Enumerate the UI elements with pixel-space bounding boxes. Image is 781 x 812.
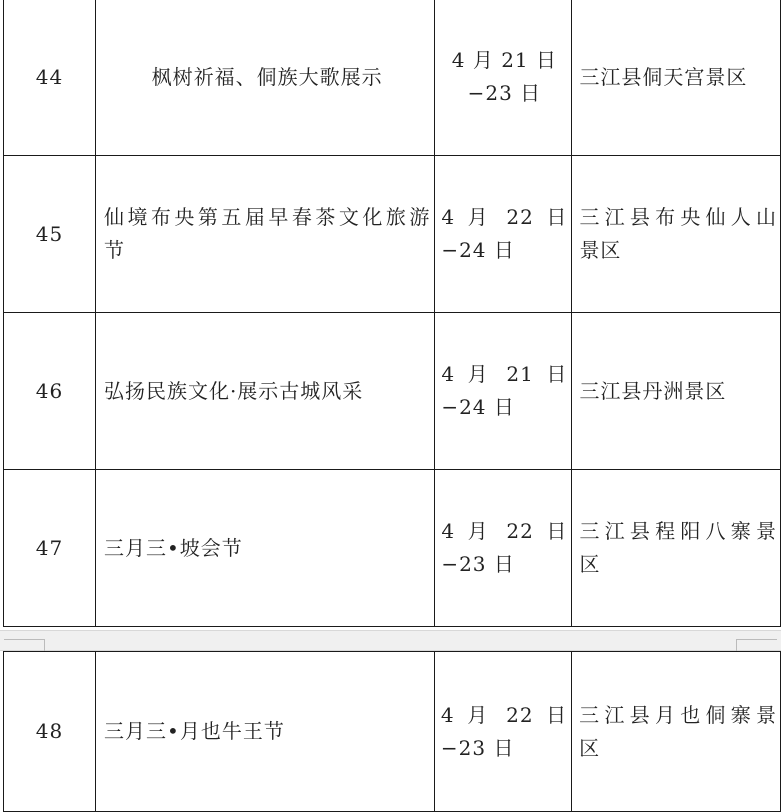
event-location-cell — [572, 470, 781, 627]
event-date-line-2: −24 日 — [441, 395, 515, 419]
row-number-cell: 46 — [4, 313, 96, 470]
event-name-line-1: 仙境布央第五届早春茶文化旅游 — [103, 205, 431, 229]
event-location-line-2: 景区 — [579, 238, 622, 262]
table-row — [4, 0, 781, 156]
table-row — [4, 652, 781, 812]
event-name-line-1: 弘扬民族文化·展示古城风采 — [103, 378, 364, 403]
event-location-line-2: 区 — [579, 735, 601, 760]
table-row — [4, 156, 781, 313]
event-date-cell — [435, 313, 572, 470]
event-name-cell — [95, 156, 434, 313]
event-date-line-2: −23 日 — [467, 81, 542, 105]
event-date-cell — [435, 470, 572, 627]
event-location-line-1: 三江县侗天宫景区 — [579, 64, 748, 89]
event-date-line-1: 4 月 22 日 — [440, 702, 568, 727]
table-row — [4, 313, 781, 470]
event-location-cell — [572, 0, 781, 156]
event-location-cell — [572, 313, 781, 470]
row-number-cell: 48 — [4, 652, 96, 812]
event-date-line-2: −23 日 — [441, 552, 515, 576]
event-date-line-1: 4 月 21 日 — [441, 362, 568, 386]
event-name-line-1: 三月三•坡会节 — [103, 535, 243, 560]
event-table-page-1 — [3, 0, 781, 627]
event-date-line-1: 4 月 22 日 — [441, 519, 568, 543]
table-row — [4, 470, 781, 627]
page-break-gap — [0, 630, 781, 651]
event-name-line-1: 三月三•月也牛王节 — [104, 719, 285, 743]
event-location-cell — [572, 652, 781, 812]
event-name-cell — [96, 652, 435, 812]
event-date-line-2: −24 日 — [441, 238, 515, 262]
row-number-cell: 44 — [4, 0, 96, 156]
page-bottom-edge — [0, 630, 781, 631]
row-number-cell: 47 — [4, 470, 96, 627]
event-date-cell — [435, 156, 572, 313]
event-location-line-1: 三江县丹洲景区 — [579, 378, 727, 403]
event-date-line-2: −23 日 — [440, 735, 515, 760]
event-date-cell — [435, 0, 572, 156]
event-location-line-1: 三江县布央仙人山 — [579, 205, 777, 229]
event-date-cell — [434, 652, 571, 812]
event-name-cell — [95, 0, 434, 156]
event-table-page-2 — [3, 651, 781, 812]
event-location-cell — [572, 156, 781, 313]
event-name-line-2: 节 — [103, 238, 125, 262]
row-number-cell: 45 — [4, 156, 96, 313]
event-date-line-1: 4 月 22 日 — [441, 205, 568, 229]
event-name-cell — [95, 313, 434, 470]
event-location-line-1: 三江县月也侗寨景 — [579, 702, 777, 727]
event-name-cell — [95, 470, 434, 627]
event-location-line-2: 区 — [579, 552, 601, 576]
event-name-text: 枫树祈福、侗族大歌展示 — [151, 64, 383, 89]
event-date-line-1: 4 月 21 日 — [451, 48, 557, 72]
event-location-line-1: 三江县程阳八寨景 — [579, 519, 777, 543]
